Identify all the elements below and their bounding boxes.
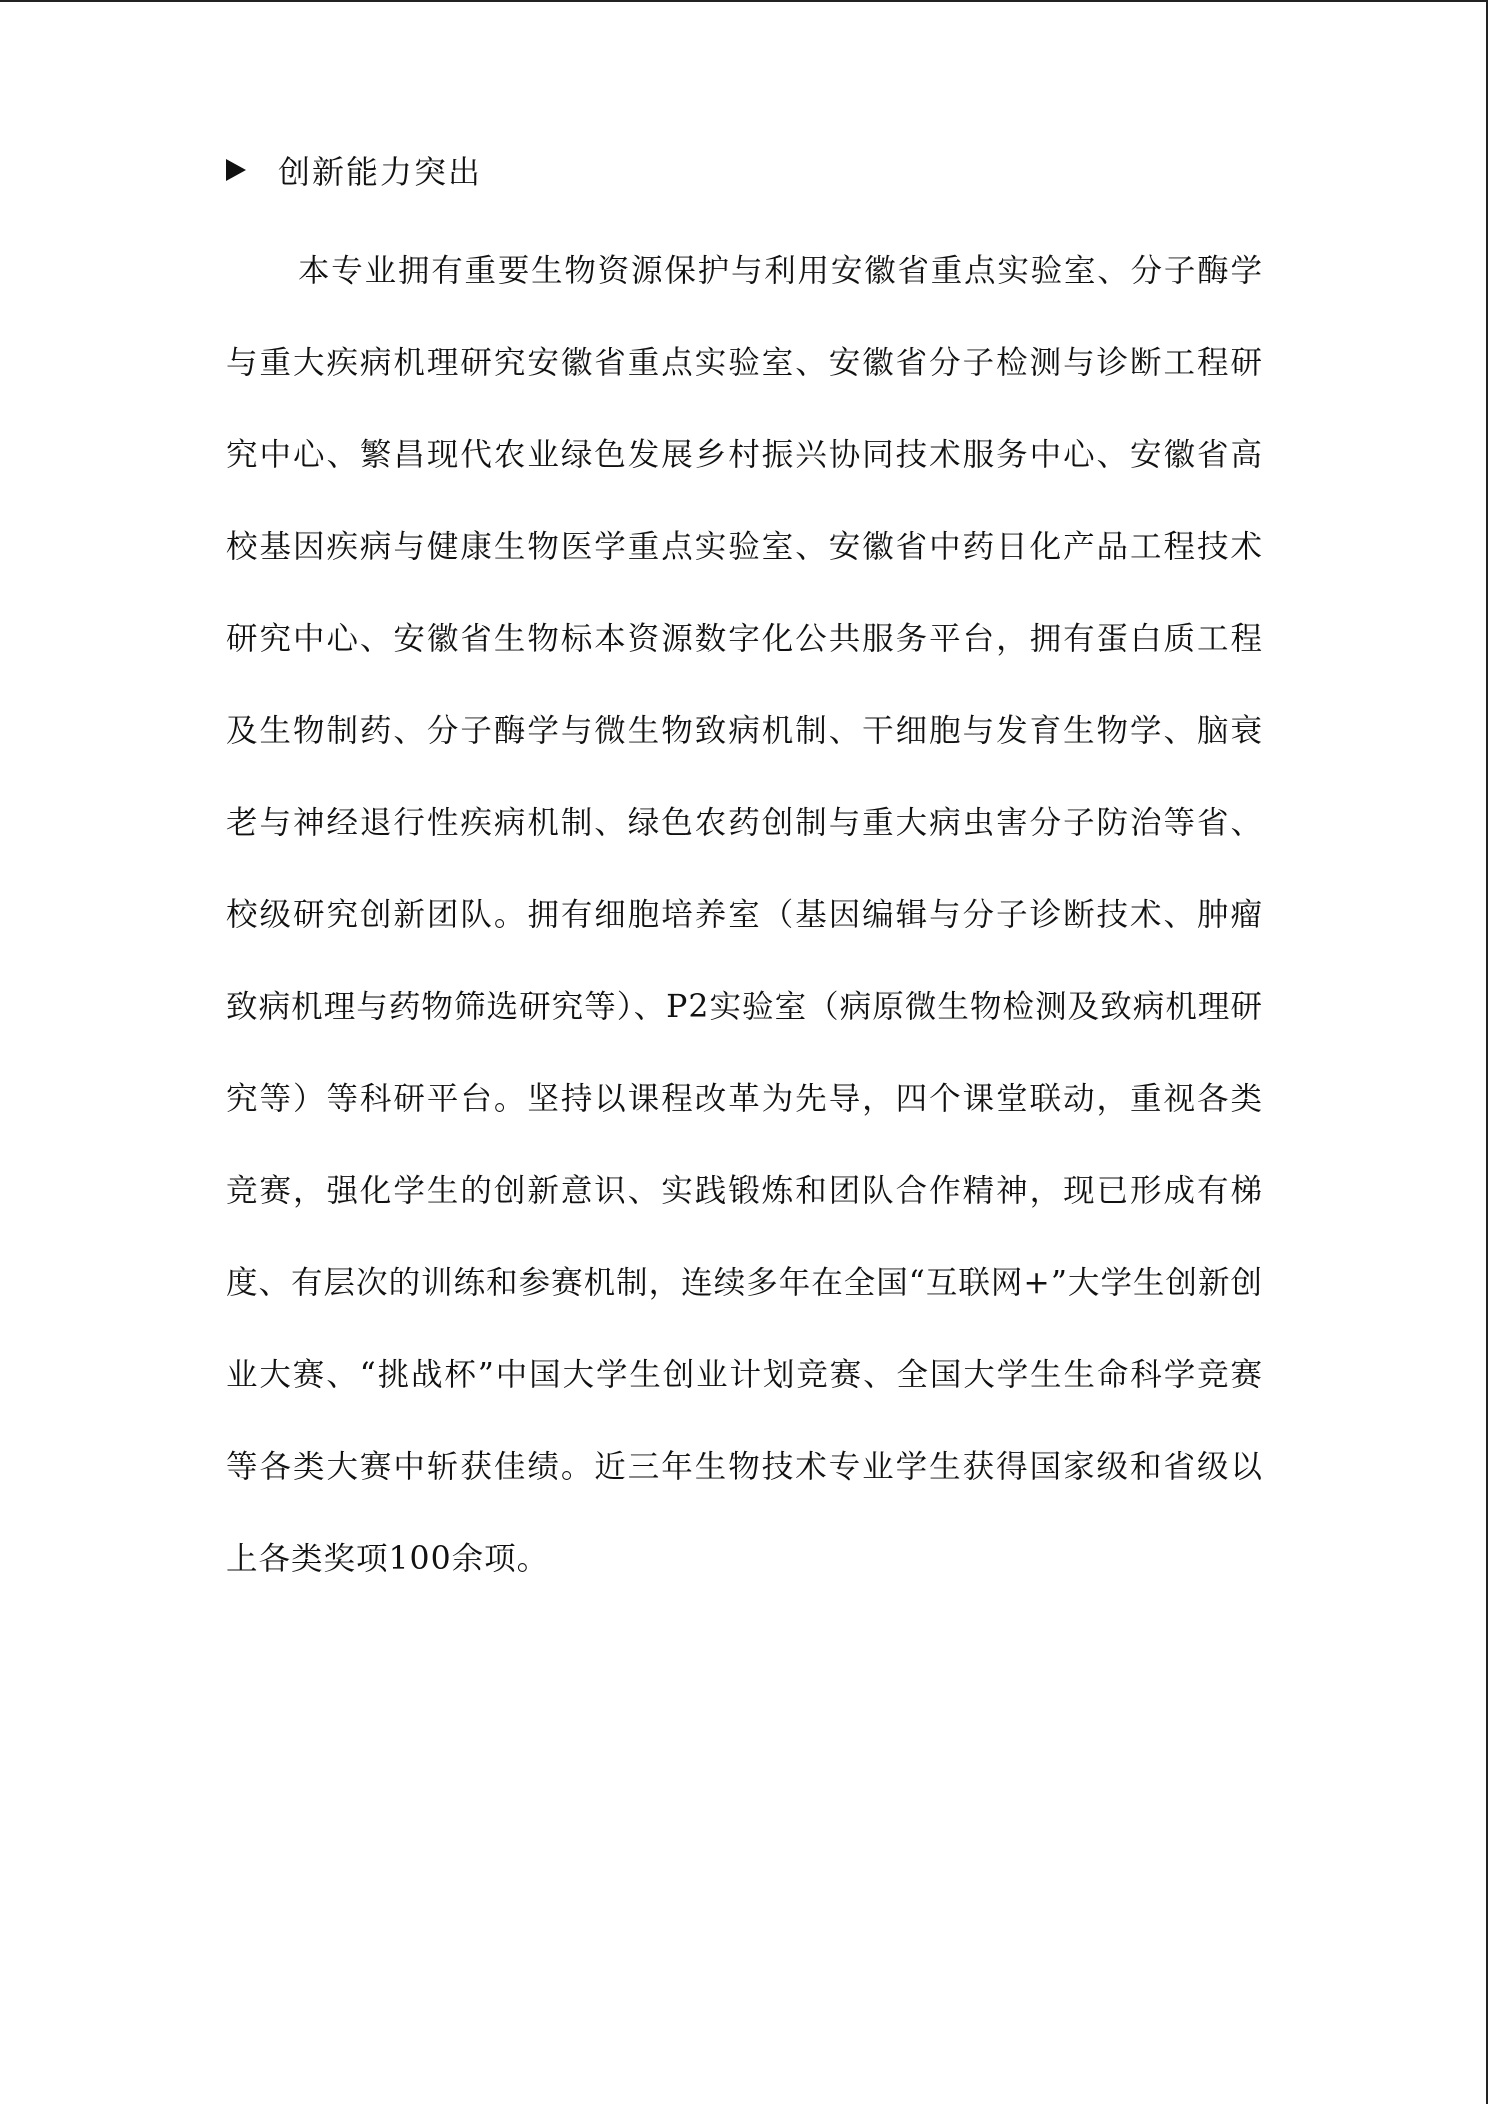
arrowhead-bullet-icon bbox=[226, 159, 246, 181]
section-paragraph: 本专业拥有重要生物资源保护与利用安徽省重点实验室、分子酶学与重大疾病机理研究安徽省重点实验室、安徽省分子检测与诊断工程研究中心、繁昌现代农业绿色发展乡村振兴协同技术服务中心、安徽省高校基因疾病与健康生物医学重点实验室、安徽省中药日化产品工程技术研究中心、安徽省生物标本资源数字化公共服务平台，拥有蛋白质工程及生物制药、分子酶学与微生物致病机制、干细胞与发育生物学、脑衰老与神经退行性疾病机制、绿色农药创制与重大病虫害分子防治等省、校级研究创新团队。拥有细胞培养室（基因编辑与分子诊断技术、肿瘤致病机理与药物筛选研究等）、P2实验室（病原微生物检测及致病机理研究等）等科研平台。坚持以课程改革为先导，四个课堂联动，重视各类竞赛，强化学生的创新意识、实践锻炼和团队合作精神，现已形成有梯度、有层次的训练和参赛机制，连续多年在全国“互联网+”大学生创新创业大赛、“挑战杯”中国大学生创业计划竞赛、全国大学生生命科学竞赛等各类大赛中斩获佳绩。近三年生物技术专业学生获得国家级和省级以上各类奖项100余项。 bbox=[226, 253, 1263, 1577]
section-heading bbox=[226, 144, 482, 196]
section-heading-text: 创新能力突出 bbox=[278, 153, 483, 191]
